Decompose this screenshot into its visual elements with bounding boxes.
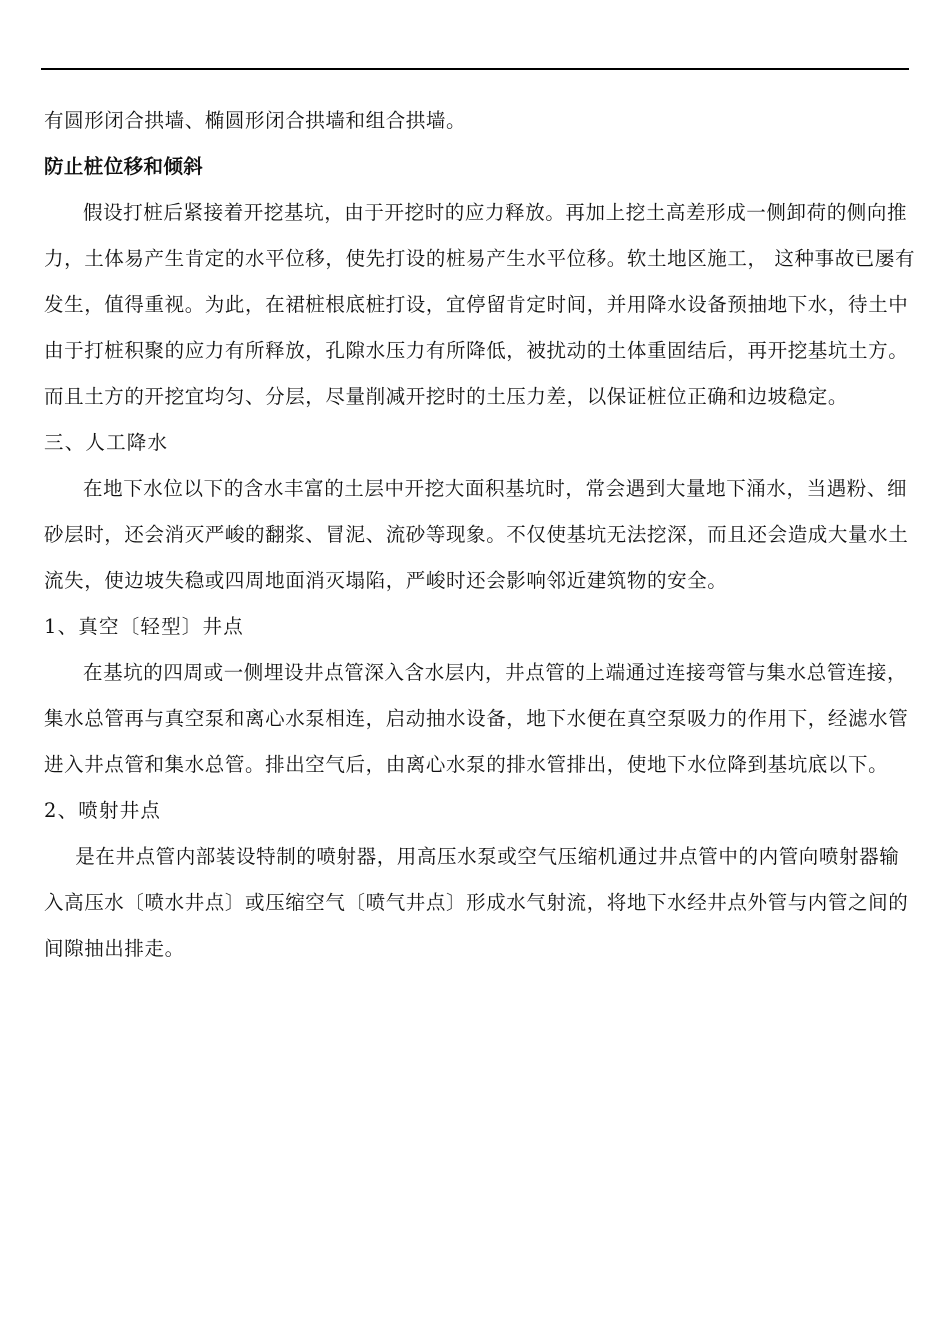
paragraph-dewatering: 在地下水位以下的含水丰富的土层中开挖大面积基坑时，常会遇到大量地下涌水，当遇粉、细砂层时，还会消灭严峻的翻浆、冒泥、流砂等现象。不仅使基坑无法挖深，而且还会造成大量水土流失，使边坡失稳或四周地面消灭塌陷，严峻时还会影响邻近建筑物的安全。: [44, 477, 909, 592]
document-body: [44, 98, 916, 972]
heading-vacuum-wellpoint: 1、真空〔轻型〕井点: [44, 615, 244, 638]
paragraph-jet-wellpoint: 是在井点管内部装设特制的喷射器，用高压水泵或空气压缩机通过井点管中的内管向喷射器输入高压水〔喷水井点〕或压缩空气〔喷气井点〕形成水气射流，将地下水经井点外管与内管之间的间隙抽出排走。: [44, 845, 909, 960]
heading-prevent-pile-shift: 防止桩位移和倾斜: [44, 155, 204, 178]
paragraph-pile-shift: 假设打桩后紧接着开挖基坑，由于开挖时的应力释放。再加上挖土高差形成一侧卸荷的侧向推力，土体易产生肯定的水平位移，使先打设的桩易产生水平位移。软土地区施工， 这种事故已屡有发生，值得重视。为此，在裙桩根底桩打设，宜停留肯定时间，并用降水设备预抽地下水，待土中由于打桩积聚的应力有所释放，孔隙水压力有所降低，被扰动的土体重固结后，再开挖基坑土方。而且土方的开挖宜均匀、分层，尽量削减开挖时的土压力差，以保证桩位正确和边坡稳定。: [44, 201, 916, 408]
paragraph-arch-walls: 有圆形闭合拱墙、椭圆形闭合拱墙和组合拱墙。: [44, 109, 467, 132]
heading-jet-wellpoint: 2、喷射井点: [44, 799, 162, 822]
heading-artificial-dewatering: 三、人工降水: [44, 431, 169, 454]
paragraph-vacuum-wellpoint: 在基坑的四周或一侧埋设井点管深入含水层内，井点管的上端通过连接弯管与集水总管连接，集水总管再与真空泵和离心水泵相连，启动抽水设备，地下水便在真空泵吸力的作用下，经滤水管进入井点管和集水总管。排出空气后，由离心水泵的排水管排出，使地下水位降到基坑底以下。: [44, 661, 909, 776]
header-rule: [41, 68, 909, 70]
